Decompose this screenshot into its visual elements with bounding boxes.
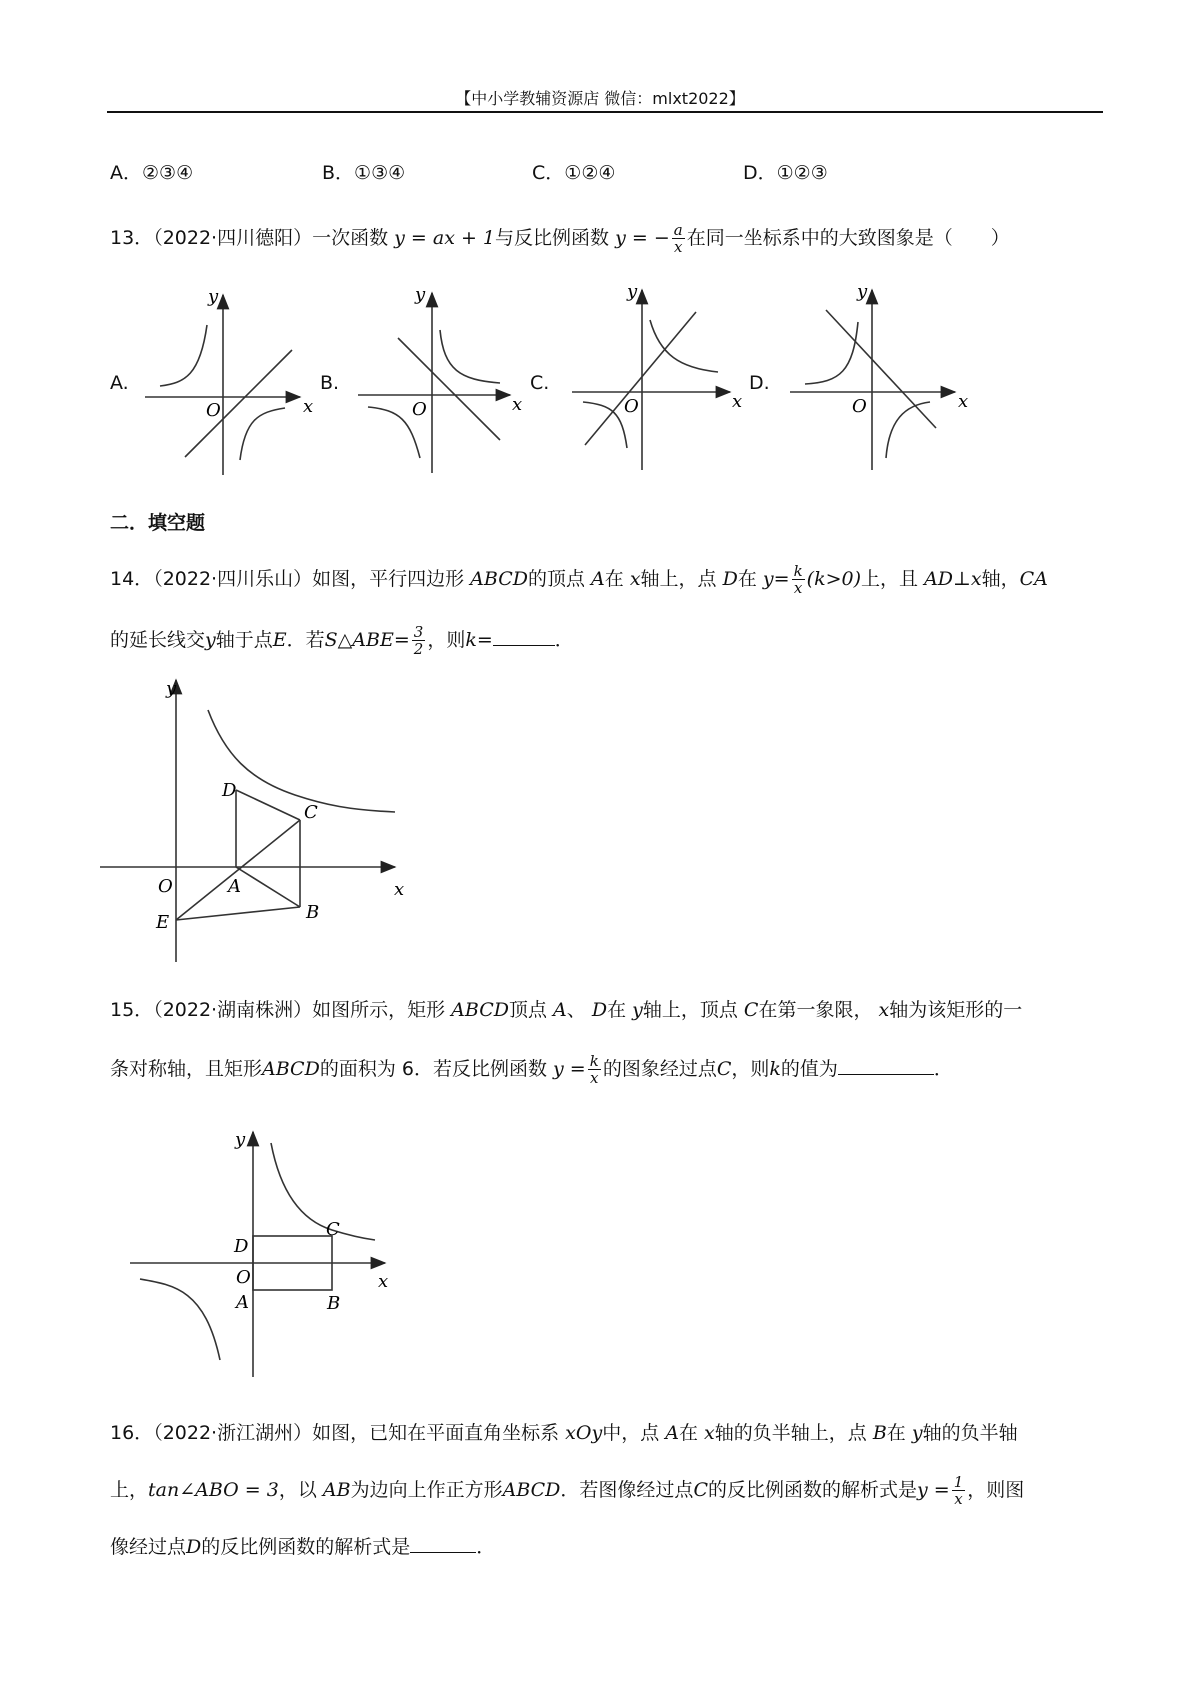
q15-point-c: C (326, 1219, 340, 1240)
graph-a-origin: O (206, 400, 221, 421)
q13-label-d: D. (749, 372, 770, 394)
graph-c-y-label: y (627, 281, 638, 302)
q12-option-d: D．①②③ (743, 162, 828, 184)
q15-answer-blank (838, 1074, 934, 1075)
q12-option-c: C．①②④ (532, 162, 616, 184)
q15-y-label: y (235, 1129, 246, 1150)
q14-figure (100, 670, 420, 970)
graph-c (572, 290, 730, 470)
q16-line1: 16．（2022·浙江湖州）如图，已知在平面直角坐标系 xOy中，点 A在 x轴的负半轴上，点 B在 y轴的负半轴 (110, 1422, 1018, 1444)
q14-point-a: A (228, 876, 241, 897)
q14-answer-blank (493, 645, 555, 646)
q14-point-e: E (156, 912, 170, 933)
q13-fraction: $\frac{a}{x}$ (673, 221, 683, 256)
q15-k-fraction: $\frac{k}{x}$ (589, 1052, 599, 1087)
q14-point-c: C (304, 802, 318, 823)
q15-figure (120, 1120, 400, 1385)
graph-b (358, 293, 510, 473)
q14-point-b: B (306, 902, 320, 923)
q14-point-d: D (222, 780, 237, 801)
header-rule (107, 111, 1103, 113)
q14-x-label: x (394, 879, 405, 900)
graph-a-y-label: y (208, 286, 219, 307)
graph-b-origin: O (412, 399, 427, 420)
q13-label-a: A. (110, 372, 129, 394)
q14-y-label: y (166, 678, 177, 699)
q16-answer-blank (410, 1552, 476, 1553)
graph-b-y-label: y (415, 284, 426, 305)
q12-option-a: A．②③④ (110, 162, 194, 184)
graph-b-x-label: x (512, 394, 523, 415)
q15-point-d: D (234, 1236, 249, 1257)
page-header: 【中小学教辅资源店 微信：mlxt2022】 (455, 89, 745, 108)
graph-d-y-label: y (857, 281, 868, 302)
graph-c-x-label: x (732, 391, 743, 412)
q14-origin: O (158, 876, 173, 897)
section-title: 二．填空题 (110, 512, 206, 534)
q12-option-b: B．①③④ (322, 162, 406, 184)
graph-d-x-label: x (958, 391, 969, 412)
q15-line2: 条对称轴，且矩形ABCD的面积为 6．若反比例函数 y = $\frac{k}{x}$ 的图象经过点C，则k的值为 ． (110, 1052, 953, 1087)
q14-line1: 14．（2022·四川乐山）如图，平行四边形 ABCD的顶点 A在 x轴上，点 D在 y= $\frac{k}{x}$ (k>0)上，且 AD⊥x轴，CA (110, 562, 1048, 597)
q15-point-a: A (236, 1292, 249, 1313)
q15-line1: 15．（2022·湖南株洲）如图所示，矩形 ABCD顶点 A、 D在 y轴上，顶点 C在第一象限， x轴为该矩形的一 (110, 999, 1023, 1021)
graph-d-origin: O (852, 396, 867, 417)
q15-origin: O (236, 1267, 251, 1288)
q13-label-c: C. (530, 372, 550, 394)
q15-point-b: B (327, 1293, 341, 1314)
q13-label-b: B. (320, 372, 340, 394)
graph-a-x-label: x (303, 396, 314, 417)
q16-line3: 像经过点D的反比例函数的解析式是 ． (110, 1536, 496, 1558)
q14-line2: 的延长线交y轴于点E．若S△ABE= $\frac{3}{2}$ ，则k= ． (110, 623, 574, 658)
q13-stem: 13．（2022·四川德阳）一次函数 y = ax + 1与反比例函数 y = − $\frac{a}{x}$ 在同一坐标系中的大致图象是（ ） (110, 221, 1010, 256)
q14-s-fraction: $\frac{3}{2}$ (413, 623, 424, 658)
graph-c-origin: O (624, 396, 639, 417)
q15-x-label: x (378, 1271, 389, 1292)
graph-d (790, 290, 955, 470)
q16-line2: 上，tan∠ABO = 3，以 AB为边向上作正方形ABCD．若图像经过点C的反比例函数的解析式是y = $\frac{1}{x}$ ，则图 (110, 1473, 1025, 1508)
q14-k-fraction: $\frac{k}{x}$ (793, 562, 803, 597)
q13-graphs (0, 280, 1200, 480)
q16-fraction: $\frac{1}{x}$ (953, 1473, 964, 1508)
graph-a (145, 295, 300, 475)
